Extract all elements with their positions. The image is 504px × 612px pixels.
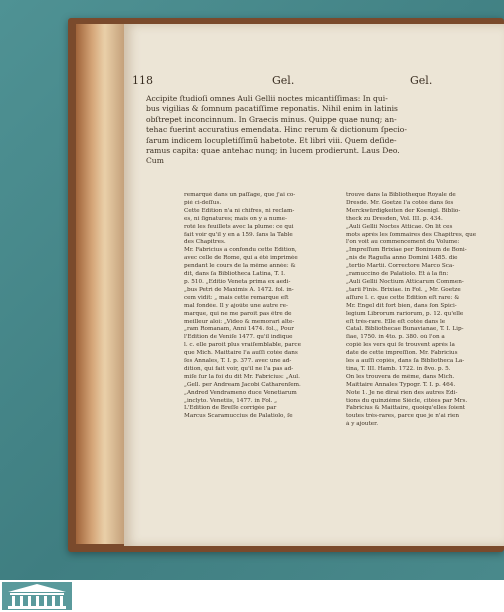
right-column-line: Dresde. Mr. Goetze l'a cotée dans ſes <box>346 199 454 206</box>
left-column-line: dition, qui fait voir, qu'il ne l'a pas ad- <box>184 365 294 372</box>
left-column-line: des Chapitres. <box>184 239 226 246</box>
right-column-line: Fabricius & Maittaire, quoiqu'elles ſoient <box>346 405 466 412</box>
left-column-line: L'Edition de Breſſe corrigée par <box>184 405 277 412</box>
right-column-line: theck zu Dresden, Vol. III. p. 434. <box>346 215 443 222</box>
right-column-line: „tertio Martii. Correctore Marco Sca- <box>346 263 455 270</box>
right-column-line: à y ajouter. <box>346 421 379 428</box>
right-column-line: „nis de Raguſia anno Domini 1485. die <box>346 255 458 262</box>
latin-line: Cum <box>146 156 164 166</box>
right-column-line: „Impreſſum Brixiae per Boninum de Boni- <box>346 247 467 254</box>
right-column-line: date de cette impreſſion. Mr. Fabricius <box>346 350 458 357</box>
right-column-line: Maittaire Annales Typogr. T. I. p. 464. <box>346 381 456 388</box>
left-column-line: pendant le cours de la même année: & <box>184 263 296 270</box>
right-column-line: legium Librorum rariorum, p. 12. qu'elle <box>346 310 464 317</box>
right-column-line: „Auli Gellii Noctium Atticarum Commen- <box>346 278 464 285</box>
left-column-line: es, ni ſignatures; mais on y a nume- <box>184 215 287 222</box>
latin-line: ramus capita: quae antehac nunq; in lucem prodierunt. Laus Deo. <box>146 146 400 156</box>
left-column-line: pié ci-deſſus. <box>184 199 222 206</box>
latin-line: tehac fuerint accuratius emendata. Hinc rerum & dictionum ſpecio- <box>146 125 407 135</box>
right-column-line: Note 1. Je ne dirai rien des autres Edi- <box>346 389 458 396</box>
book-page <box>124 24 504 546</box>
left-column-line: dit, dans ſa Bibliotheca Latina, T. I. <box>184 271 286 278</box>
left-column <box>184 192 334 421</box>
right-column-line: Catal. Bibliothecae Bunavianae, T. I. Lip- <box>346 326 464 333</box>
right-column-line: aſſure l. c. que cette Edition eſt rare: & <box>346 294 460 301</box>
left-column-line: Cette Edition n'a ni chifres, ni reclam- <box>184 207 295 214</box>
left-column-line: fait voir qu'il y en a 159. ſans la Table <box>184 231 293 238</box>
book-gutter <box>76 24 124 544</box>
left-column-line: „inclyto. Venetiis, 1477. in Fol. „ <box>184 397 278 404</box>
right-column <box>346 192 496 429</box>
left-column-line: p. 510. „Editio Veneta prima ex aedi- <box>184 278 291 285</box>
left-column-line: ſes Annales, T. I. p. 377. avec une ad- <box>184 358 292 365</box>
left-column-line: marque, qui ne me paroit pas être de <box>184 310 292 317</box>
left-column-line: mal fondée. Il y ajoûte une autre re- <box>184 302 288 309</box>
running-head-right: Gel. <box>410 74 433 87</box>
library-building-icon <box>2 582 72 610</box>
right-column-line: Merckwürdigkeiten der Koenigl. Biblio- <box>346 207 461 214</box>
left-column-line: avec celle de Rome, qui a été imprimée <box>184 255 298 262</box>
right-column-line: „Auli Gellii Noctes Atticae. On lit ces <box>346 223 453 230</box>
left-column-line: que Mich. Maittaire l'a auſſi cotée dans <box>184 350 298 357</box>
right-column-line: On les trouvera de même, dans Mich. <box>346 373 455 380</box>
left-column-line: „Andred Vendrameno duce Venetiarum <box>184 389 297 396</box>
right-column-line: les a auſſi copiés, dans ſa Bibliotheca La- <box>346 358 465 365</box>
left-column-line: roté les feuillets avec la plume: ce qui <box>184 223 294 230</box>
latin-line: bus vigilias & ſomnum pacatiſſime reponatis. Nihil enim in latinis <box>146 104 398 114</box>
left-column-line: l'Edition de Veniſe 1477. qu'il indique <box>184 334 293 341</box>
left-column-line: l. c. elle paroit plus vraiſemblable, parce <box>184 342 301 349</box>
left-column-line: meilleur aloi: „Video & memorari alte- <box>184 318 295 325</box>
right-column-line: Mr. Engel dit fort bien, dans ſon Spici- <box>346 302 457 309</box>
left-column-line: Marcus Scaramuccius de Palatiolo, ſe <box>184 413 293 420</box>
left-column-line: „ram Romanam, Anni 1474. fol.,, Pour <box>184 326 294 333</box>
right-column-line: ſiae, 1750. in 4to. p. 380. où l'on a <box>346 334 445 341</box>
right-column-line: tions du quinziéme Siécle, citées par Mrs. <box>346 397 468 404</box>
left-column-line: Mr. Fabricius a confondu cette Edition, <box>184 247 297 254</box>
right-column-line: toutes très-rares, parce que je n'ai rien <box>346 413 460 420</box>
latin-paragraph <box>146 94 492 167</box>
page-header <box>132 74 492 92</box>
left-column-line: cem vidit: „ mais cette remarque eſt <box>184 294 289 301</box>
right-column-line: copié les vers qui ſe trouvent après la <box>346 342 455 349</box>
latin-line: ſarum indicem locupletiſſimũ habetote. Et libri viii. Quem deſide- <box>146 135 397 145</box>
page-number: 118 <box>132 74 153 87</box>
left-column-line: „Gell. per Andream Jacobi Catharenſem. <box>184 381 301 388</box>
running-head-left: Gel. <box>272 74 295 87</box>
right-column-line: eſt très-rare. Elle eſt cotée dans le <box>346 318 446 325</box>
right-column-line: „tarii Finis. Brixiae. in Fol. „ Mr. Goetze <box>346 286 461 293</box>
left-column-line: remarqué dans un paſſage, que j'ai co- <box>184 192 296 198</box>
footer-strip <box>0 580 504 612</box>
right-column-line: „ramuccino de Palatiolo. Et à la fin: <box>346 271 449 278</box>
latin-line: Accipite ſtudioſi omnes Auli Gellii noctes micantiſſimas: In qui- <box>146 94 388 103</box>
latin-line: obſtrepet inconcinnum. In Graecis minus. Quippe quae nunq; an- <box>146 114 397 124</box>
right-column-line: trouve dans la Bibliotheque Royale de <box>346 192 456 198</box>
right-column-line: l'on voit au commencement du Volume: <box>346 239 460 246</box>
right-column-line: mots après les ſommaires des Chapitres, que <box>346 231 477 238</box>
left-column-line: „bus Petri de Maximis A. 1472. fol. in- <box>184 286 294 293</box>
left-column-line: miſe ſur la foi du dit Mr. Fabricius: „Aul. <box>184 373 300 380</box>
right-column-line: tina, T. III. Hamb. 1722. in 8vo. p. 5. <box>346 365 451 372</box>
